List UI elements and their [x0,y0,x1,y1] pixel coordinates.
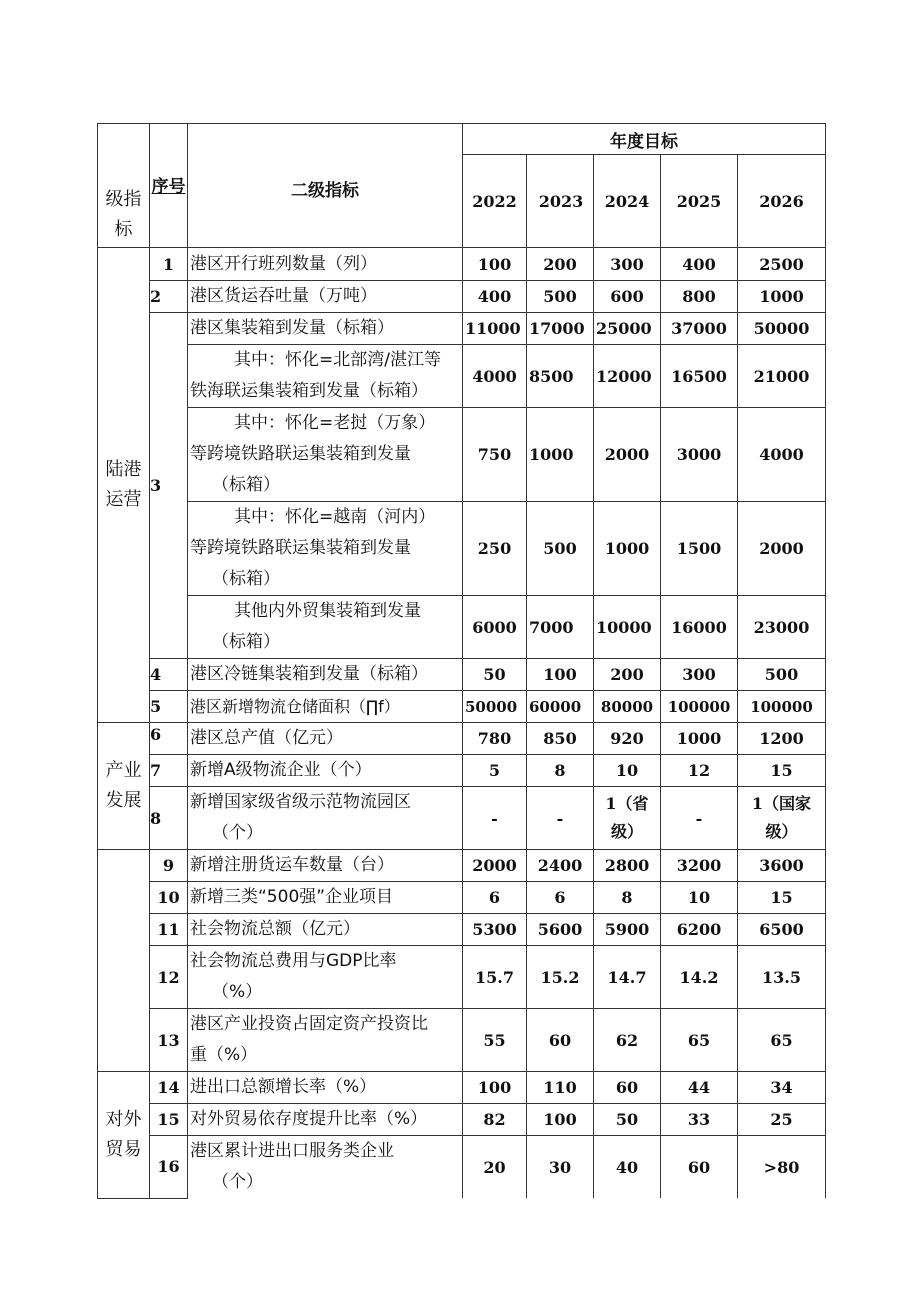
row-value-2025: 16500 [661,345,738,408]
table-row [98,850,826,882]
row-indicator-line: （标箱） [212,632,280,652]
row-value-2026: 1000 [738,281,826,313]
row-value-2023: 7000 [527,596,594,659]
row-value-2026: 15 [738,755,826,787]
row-indicator: 港区开行班列数量（列） [188,248,463,281]
row-value-2022: 780 [463,723,527,755]
row-indicator: 新增A级物流企业（个） [188,755,463,787]
row-value-2025: 10 [661,882,738,914]
row-value-2026: 65 [738,1009,826,1072]
row-value-2026: 100000 [738,691,826,723]
row-value-2026: 2000 [738,502,826,596]
header-year-2025: 2025 [661,155,738,248]
row-value-2023: 60 [527,1009,594,1072]
row-value-2026: 21000 [738,345,826,408]
row-value-2022: 400 [463,281,527,313]
row-value-2022: 100 [463,248,527,281]
row-indicator-line: 重（%） [190,1045,258,1065]
row-value-2022: 50 [463,659,527,691]
row-value-2022: 6000 [463,596,527,659]
table-row [98,1009,826,1072]
row-indicator-line: 其中：怀化=老挝（万象） [234,413,436,433]
row-value-2024: 300 [594,248,661,281]
row-value-2022: 50000 [463,691,527,723]
row-value-2025: 12 [661,755,738,787]
row-value-2022: 11000 [463,313,527,345]
row-value-2023: 850 [527,723,594,755]
table-row [98,691,826,723]
row-value-2026: 34 [738,1072,826,1104]
row-value-2026: 13.5 [738,946,826,1009]
row-value-2025: 3200 [661,850,738,882]
row-value-2025: 1500 [661,502,738,596]
row-value-2025: 400 [661,248,738,281]
row-value-2023: 100 [527,659,594,691]
table-row [98,313,826,345]
table-row [98,723,826,755]
row-value-2025: - [661,787,738,850]
table-row [98,345,826,408]
row-value-2024: 25000 [594,313,661,345]
row-indicator-line: （标箱） [212,569,280,589]
row-seq: 15 [150,1104,188,1136]
header-year-2023: 2023 [527,155,594,248]
row-value-2026: >80 [738,1136,826,1199]
row-indicator-line: 新增国家级省级示范物流园区 [190,792,411,812]
row-value-2024: 200 [594,659,661,691]
row-value-2023: 2400 [527,850,594,882]
row-value-2022: 5300 [463,914,527,946]
row-value-2022: 2000 [463,850,527,882]
row-seq: 6 [150,723,188,755]
row-indicator: 港区总产值（亿元） [188,723,463,755]
row-indicator-line: 等跨境铁路联运集装箱到发量 [190,538,411,558]
row-value-2025: 1000 [661,723,738,755]
row-value-2024: 2800 [594,850,661,882]
row-indicator: 港区集装箱到发量（标箱） [188,313,463,345]
row-indicator-line: 其中：怀化=北部湾/湛江等 [234,350,441,370]
row-value-2026: 50000 [738,313,826,345]
row-value-2023: 30 [527,1136,594,1199]
row-value-2024: 60 [594,1072,661,1104]
row-seq: 2 [150,281,188,313]
row-value-2026: 2500 [738,248,826,281]
row-value-2025: 65 [661,1009,738,1072]
row-value-2024: 600 [594,281,661,313]
header-sequence: 序号 [150,124,188,248]
table-row [98,659,826,691]
table-row [98,408,826,502]
row-value-2022: 100 [463,1072,527,1104]
row-value-2024: 10000 [594,596,661,659]
row-value-2025: 33 [661,1104,738,1136]
row-indicator: 港区货运吞吐量（万吨） [188,281,463,313]
row-value-2025: 300 [661,659,738,691]
row-seq: 5 [150,691,188,723]
row-indicator: 港区新增物流仓储面积（∏f） [188,691,463,723]
row-value-2024: 5900 [594,914,661,946]
row-indicator: 进出口总额增长率（%） [188,1072,463,1104]
table-row [98,1104,826,1136]
row-value-2024: 10 [594,755,661,787]
row-value-2024: 80000 [594,691,661,723]
row-value-2025: 44 [661,1072,738,1104]
row-value-2023: 17000 [527,313,594,345]
row-value-2024: 920 [594,723,661,755]
row-value-2025: 14.2 [661,946,738,1009]
row-value-2023: 500 [527,281,594,313]
row-seq: 10 [150,882,188,914]
row-indicator-line: 等跨境铁路联运集装箱到发量 [190,444,411,464]
row-value-2023: 8500 [527,345,594,408]
row-value-2025: 6200 [661,914,738,946]
row-value-2024: 40 [594,1136,661,1199]
header-year-2022: 2022 [463,155,527,248]
row-value-2026: 4000 [738,408,826,502]
row-indicator-line: （%） [212,982,263,1002]
row-value-2024: 8 [594,882,661,914]
row-value-2024: 12000 [594,345,661,408]
row-value-2025: 37000 [661,313,738,345]
row-value-2023: 60000 [527,691,594,723]
row-indicator-line: 铁海联运集装箱到发量（标箱） [190,381,428,401]
table-row [98,596,826,659]
row-value-2022: 4000 [463,345,527,408]
row-indicator-line: 其他内外贸集装箱到发量 [234,601,421,621]
row-value-2023: 1000 [527,408,594,502]
row-value-2022: 15.7 [463,946,527,1009]
header-secondary-indicator: 二级指标 [188,124,463,248]
row-indicator: 新增注册货运车数量（台） [188,850,463,882]
row-indicator-line: （个） [212,823,263,843]
table-row [98,882,826,914]
row-value-2023: 6 [527,882,594,914]
row-value-2022: 750 [463,408,527,502]
row-value-2023: 8 [527,755,594,787]
row-indicator [188,408,463,502]
header-annual-target: 年度目标 [463,124,826,155]
row-value-2026: 1200 [738,723,826,755]
row-seq: 3 [150,313,188,659]
group-industry-development: 产业发展 [98,723,150,850]
table-row [98,248,826,281]
row-indicator-line: （个） [212,1172,263,1192]
group-foreign-trade: 对外贸易 [98,1072,150,1199]
group-unlabeled [98,850,150,1072]
header-primary-indicator: 级指标 [98,124,150,248]
row-indicator [188,946,463,1009]
row-seq: 13 [150,1009,188,1072]
group-land-port-operations: 陆港运营 [98,248,150,723]
row-value-2023: 500 [527,502,594,596]
row-value-2023: 110 [527,1072,594,1104]
row-indicator [188,345,463,408]
row-value-2022: 250 [463,502,527,596]
indicator-table [97,123,826,1199]
row-seq: 12 [150,946,188,1009]
row-indicator: 新增三类“500强”企业项目 [188,882,463,914]
row-indicator: 社会物流总额（亿元） [188,914,463,946]
row-indicator-line: 港区产业投资占固定资产投资比 [190,1014,428,1034]
table-row [98,787,826,850]
row-indicator-line: 港区累计进出口服务类企业 [190,1141,394,1161]
row-value-2022: 82 [463,1104,527,1136]
table-row [98,946,826,1009]
row-value-2022: 55 [463,1009,527,1072]
header-year-2026: 2026 [738,155,826,248]
row-value-2024: 1000 [594,502,661,596]
row-value-2023: 15.2 [527,946,594,1009]
row-value-2024: 14.7 [594,946,661,1009]
row-value-2025: 16000 [661,596,738,659]
row-seq: 16 [150,1136,188,1199]
row-value-2026: 1（国家级） [738,787,826,850]
row-value-2022: 20 [463,1136,527,1199]
row-indicator: 港区冷链集装箱到发量（标箱） [188,659,463,691]
table-row [98,1072,826,1104]
row-value-2025: 800 [661,281,738,313]
row-indicator [188,1136,463,1199]
row-value-2023: 5600 [527,914,594,946]
row-indicator [188,787,463,850]
row-value-2022: - [463,787,527,850]
row-value-2026: 3600 [738,850,826,882]
row-indicator-line: 社会物流总费用与GDP比率 [190,951,397,971]
row-value-2023: 100 [527,1104,594,1136]
row-indicator: 对外贸易依存度提升比率（%） [188,1104,463,1136]
table-row [98,1136,826,1199]
row-value-2026: 500 [738,659,826,691]
row-value-2025: 100000 [661,691,738,723]
row-value-2023: 200 [527,248,594,281]
header-row-1 [98,124,826,155]
row-value-2025: 3000 [661,408,738,502]
row-seq: 4 [150,659,188,691]
header-year-2024: 2024 [594,155,661,248]
row-value-2024: 62 [594,1009,661,1072]
row-value-2022: 5 [463,755,527,787]
row-indicator-line: （标箱） [212,475,280,495]
row-value-2026: 6500 [738,914,826,946]
row-seq: 7 [150,755,188,787]
row-indicator [188,502,463,596]
row-value-2024: 1（省级） [594,787,661,850]
row-value-2026: 15 [738,882,826,914]
row-value-2022: 6 [463,882,527,914]
row-indicator [188,1009,463,1072]
row-value-2024: 2000 [594,408,661,502]
row-value-2024: 50 [594,1104,661,1136]
row-value-2025: 60 [661,1136,738,1199]
row-seq: 8 [150,787,188,850]
row-seq: 9 [150,850,188,882]
row-indicator [188,596,463,659]
row-seq: 14 [150,1072,188,1104]
table-row [98,755,826,787]
row-value-2026: 23000 [738,596,826,659]
table-row [98,281,826,313]
row-seq: 1 [150,248,188,281]
table-row [98,914,826,946]
row-value-2026: 25 [738,1104,826,1136]
row-seq: 11 [150,914,188,946]
row-indicator-line: 其中：怀化=越南（河内） [234,507,436,527]
table-row [98,502,826,596]
row-value-2023: - [527,787,594,850]
